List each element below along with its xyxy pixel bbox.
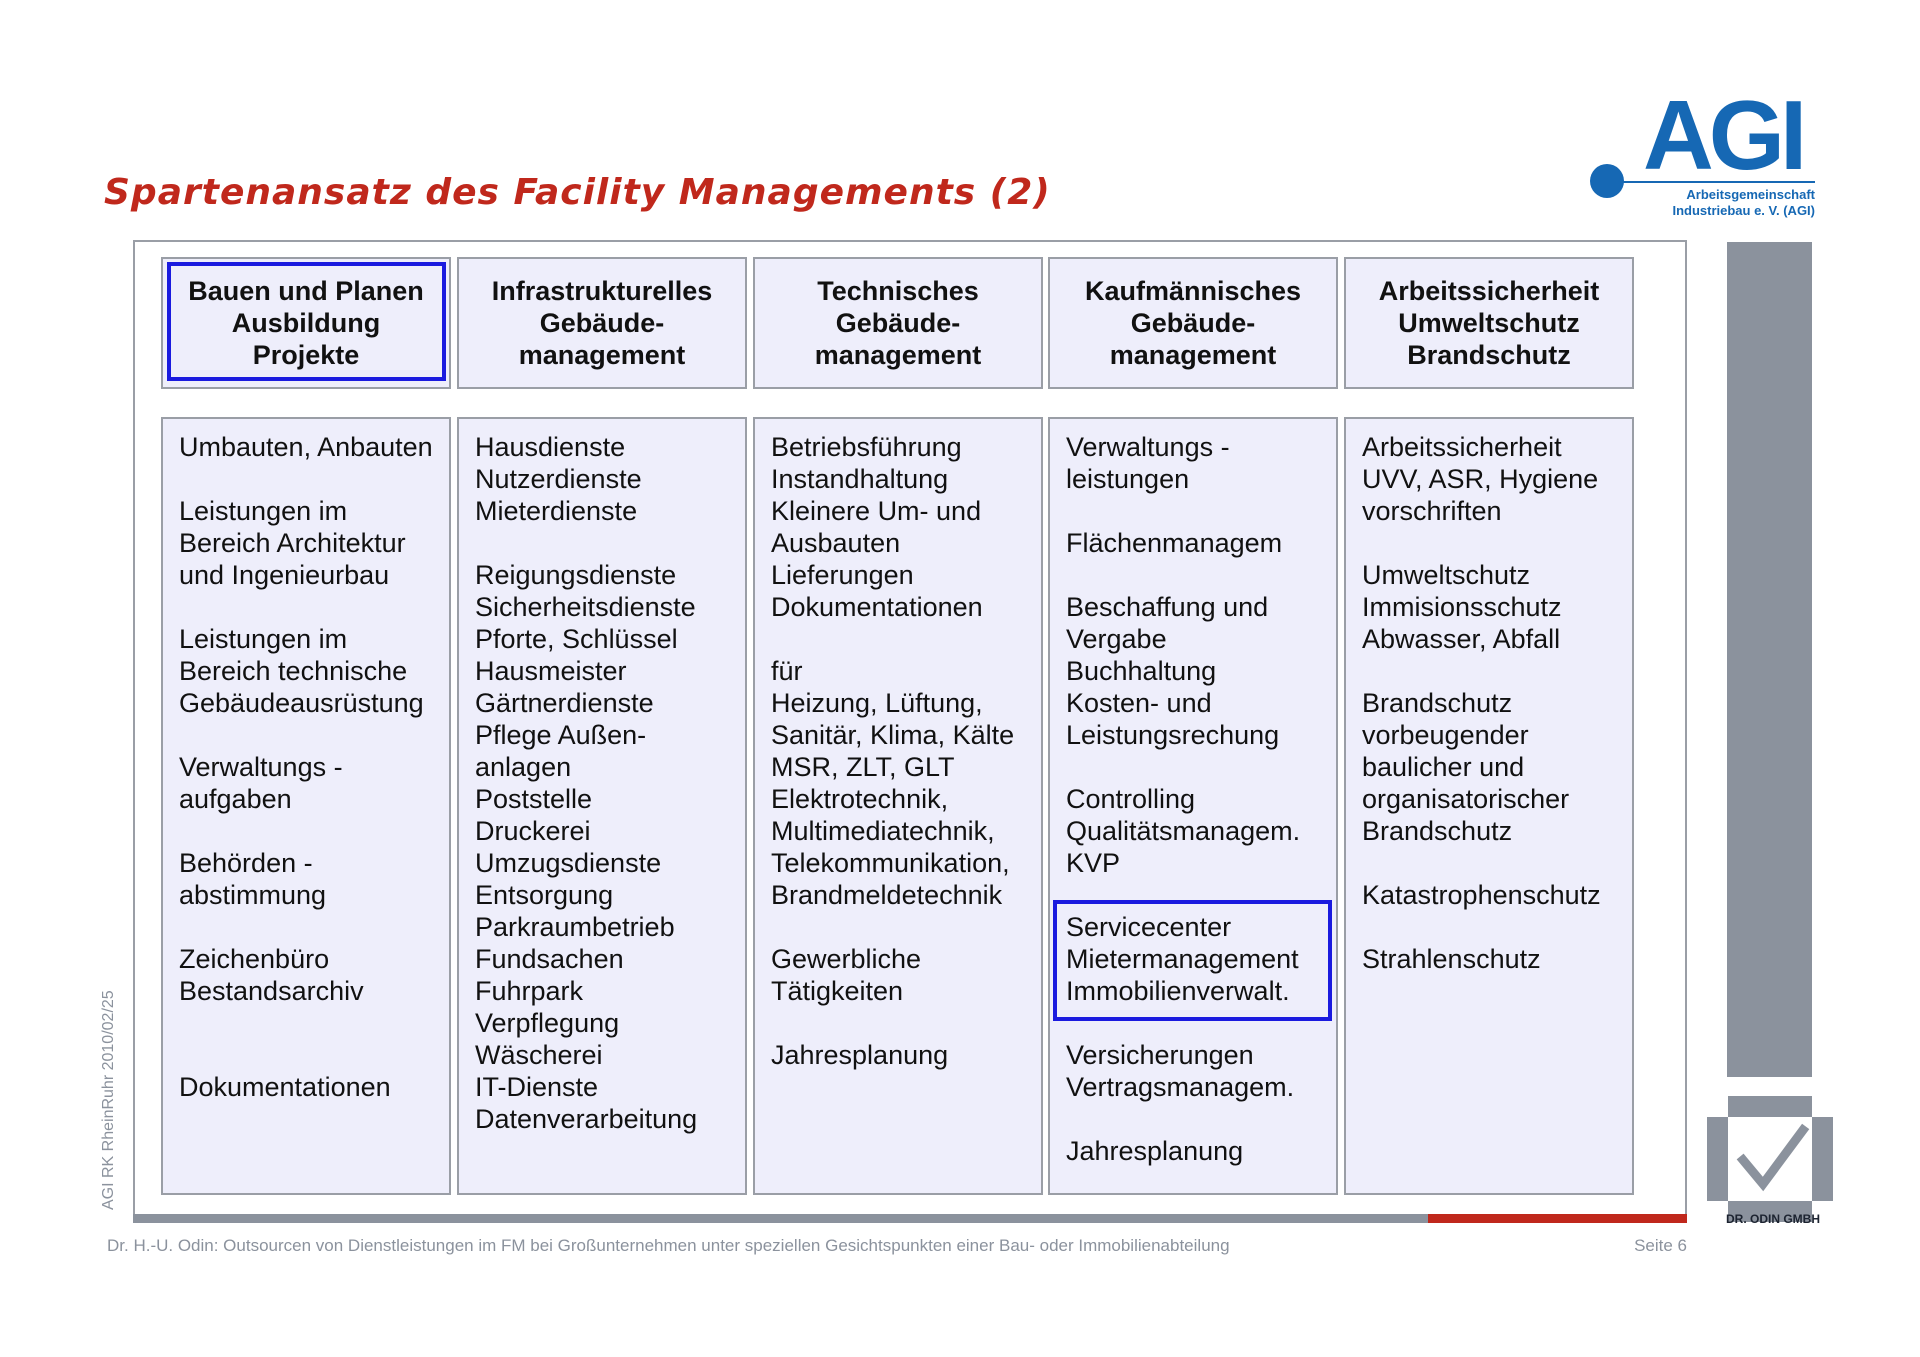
company-name: DR. ODIN GMBH [1726,1212,1820,1226]
column-header-technisch [753,257,1043,389]
column-body-text: Hausdienste Nutzerdienste Mieterdienste Reigungsdienste Sicherheitsdienste Pforte, Schlüssel Hausmeister Gärtnerdienste Pflege Außen- anlagen Poststelle Druckerei Umzugsdienste Entsorgung Parkraumbetrieb Fundsachen Fuhrpark Verpflegung Wäscherei IT-Dienste Datenverarbeitung [475,432,698,1134]
logo-subtitle-1: Arbeitsgemeinschaft [1686,187,1815,202]
page-number: Seite 6 [1634,1236,1687,1255]
highlight-box-servicecenter [1053,900,1332,1021]
column-header-text: Technisches Gebäude- management [814,276,982,370]
column-header-text: Kaufmännisches Gebäude- management [1084,276,1302,370]
frame-bottom-accent [1428,1214,1687,1223]
column-header-text: Bauen und Planen Ausbildung Projekte [188,276,424,370]
column-body-text: Verwaltungs - leistungen Flächenmanagem Beschaffung und Vergabe Buchhaltung Kosten- und Leistungsrechung Controlling Qualitätsmanagem. KVP Servicecenter Mietermanagement Immobilienverwalt. Versicherungen Vertragsmanagem. Jahresplanung [1066,432,1301,1166]
column-body-text: Betriebsführung Instandhaltung Kleinere Um- und Ausbauten Lieferungen Dokumentationen für Heizung, Lüftung, Sanitär, Klima, Kälte MSR, ZLT, GLT Elektrotechnik, Multimediatechnik, Telekommunikation, Brandmeldetechnik Gewerbliche Tätigkeiten Jahresplanung [771,432,1015,1070]
column-body-infrastrukturell [457,417,747,1195]
checkmark-icon [1707,1096,1833,1222]
column-body-text: Arbeitssicherheit UVV, ASR, Hygiene vorschriften Umweltschutz Immisionsschutz Abwasser, Abfall Brandschutz vorbeugender baulicher und organisatorischer Brandschutz Katastrophenschutz Strahlenschutz [1362,432,1601,974]
side-bar [1727,242,1812,1077]
agi-logo [1585,80,1815,227]
column-header-infrastrukturell [457,257,747,389]
side-caption: AGI RK RheinRuhr 2010/02/25 [100,990,117,1210]
column-header-text: Arbeitssicherheit Umweltschutz Brandschutz [1378,276,1600,370]
column-header-arbeitssicherheit [1344,257,1634,389]
footer-text: Dr. H.-U. Odin: Outsourcen von Dienstleistungen im FM bei Großunternehmen unter speziellen Gesichtspunkten einer Bau- oder Immobilienabteilung [107,1236,1230,1255]
logo-line [1607,181,1629,183]
column-header-kaufmaennisch [1048,257,1338,389]
highlight-box-header [167,262,446,381]
column-body-arbeitssicherheit [1344,417,1634,1195]
column-header-text: Infrastrukturelles Gebäude- management [491,276,713,370]
logo-mark: AGI [1643,80,1803,190]
column-body-text: Umbauten, Anbauten Leistungen im Bereich Architektur und Ingenieurbau Leistungen im Bereich technische Gebäudeausrüstung Verwaltungs - aufgaben Behörden - abstimmung Zeichenbüro Bestandsarchiv Dokumentationen [179,432,433,1102]
column-body-kaufmaennisch [1048,417,1338,1195]
frame-bottom-bar [133,1214,1428,1223]
column-body-technisch [753,417,1043,1195]
column-body-bauen [161,417,451,1195]
logo-subtitle-2: Industriebau e. V. (AGI) [1672,203,1815,218]
slide-title: Spartenansatz des Facility Managements (2) [104,172,1051,213]
